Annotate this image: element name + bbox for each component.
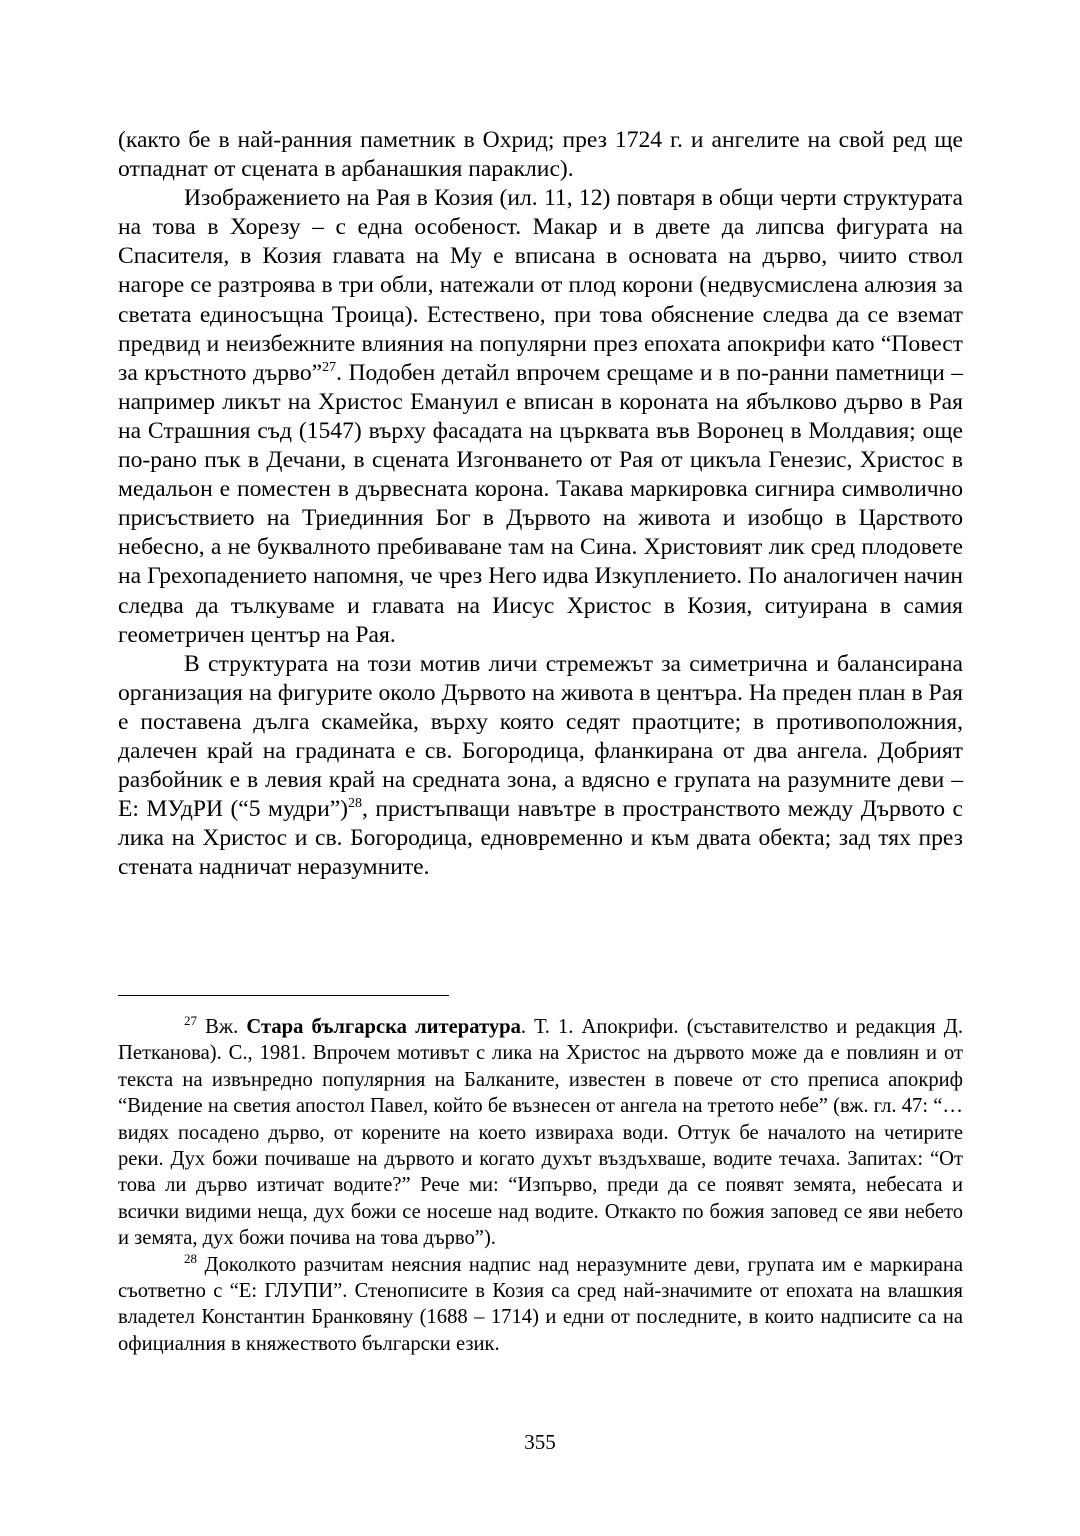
footnote-27-book-title: Стара българска литература xyxy=(246,1016,521,1038)
footnote-28 xyxy=(118,1252,963,1358)
page-number: 355 xyxy=(524,1430,556,1454)
paragraph-1 xyxy=(118,126,963,184)
paragraph-2 xyxy=(118,184,963,650)
paragraph-3-text-a: В структурата на този мотив личи стремежът за симетрична и балансирана организация на фигурите около Дървото на живота в центъра. На преден план в Рая е поставена дълга скамейка, върху която седят праотците; в противоположния, далечен край на градината е св. Богородица, фланкирана от два ангела. Добрият разбойник е в левия край на средната зона, а вдясно е групата на разумните деви – Е: МУдРИ (“5 мудри”) xyxy=(118,650,963,823)
footnote-28-text: Доколкото разчитам неясния надпис над неразумните деви, групата им е маркирана съответно с “Е: ГЛУПИ”. Стенописите в Козия са сред най-значимите от епохата на влашкия владетел Константин Бранковяну (1688 – 1714) и едни от последните, в които надписите са на официалния в княжеството български език. xyxy=(118,1253,963,1355)
footnote-number-27: 27 xyxy=(184,1013,197,1028)
paragraph-3 xyxy=(118,650,963,883)
footnote-separator xyxy=(118,995,449,996)
paragraph-2-text-b: . Подобен детайл впрочем срещаме и в по-ранни паметници – например ликът на Христос Емануил е вписан в короната на ябълково дърво в Рая на Страшния съд (1547) върху фасадата на църквата във Воронец в Молдавия; още по-рано пък в Дечани, в сцената Изгонването от Рая от цикъла Генезис, Христос в медальон е поместен в дървесната корона. Такава маркировка сигнира символично присъствието на Триединния Бог в Дървото на живота и изобщо в Царството небесно, а не буквалното пребиваване там на Сина. Христовият лик сред плодовете на Грехопадението напомня, че чрез Него идва Изкуплението. По аналогичен начин следва да тълкуваме и главата на Иисус Христос в Козия, ситуирана в самия геометричен център на Рая. xyxy=(118,359,963,648)
footnote-ref-27[interactable]: 27 xyxy=(322,359,337,375)
footnote-27 xyxy=(118,1014,963,1252)
footnotes xyxy=(118,1014,963,1357)
footnote-number-28: 28 xyxy=(184,1250,197,1266)
paragraph-3-text-b: , пристъпващи навътре в пространството между Дървото с лика на Христос и св. Богородица, едновременно и към двата обекта; зад тях през стената надничат неразумните. xyxy=(118,796,963,881)
main-text xyxy=(118,126,963,882)
footnote-ref-28[interactable]: 28 xyxy=(348,796,363,812)
paragraph-2-text-a: Изображението на Рая в Козия (ил. 11, 12) повтаря в общи черти структурата на това в Хорезу – с една особеност. Макар и в двете да липсва фигурата на Спасителя, в Козия главата на Му е вписана в основата на дърво, чиито ствол нагоре се разтроява в три обли, натежали от плод корони (недвусмислена алюзия за светата единосъщна Троица). Естествено, при това обяснение следва да се вземат предвид и неизбежните влияния на популярни през епохата апокрифи като “Повест за кръстното дърво” xyxy=(118,185,963,386)
footnote-27-text: . Т. 1. Апокрифи. (съставителство и редакция Д. Петканова). С., 1981. Впрочем мотивът с лика на Христос на дървото може да е повлиян и от текста на извънредно популярния на Балканите, известен в повече от сто преписа апокриф “Видение на светия апостол Павел, който бе възнесен от ангела на третото небе” (вж. гл. 47: “…видях посадено дърво, от корените на което извираха води. Оттук бе началото на четирите реки. Дух божи почиваше на дървото и когато духът въздъхваше, водите течаха. Запитах: “От това ли дърво изтичат водите?” Рече ми: “Изпърво, преди да се появят земята, небесата и всички видими неща, дух божи се носеше над водите. Откакто по божия заповед се яви небето и земята, дух божи почива на това дърво”). xyxy=(118,1016,963,1250)
footnote-27-pre: Вж. xyxy=(197,1016,247,1038)
paragraph-1-text: (както бе в най-ранния паметник в Охрид; през 1724 г. и ангелите на свой ред ще отпаднат от сцената в арбанашкия параклис). xyxy=(118,127,963,183)
